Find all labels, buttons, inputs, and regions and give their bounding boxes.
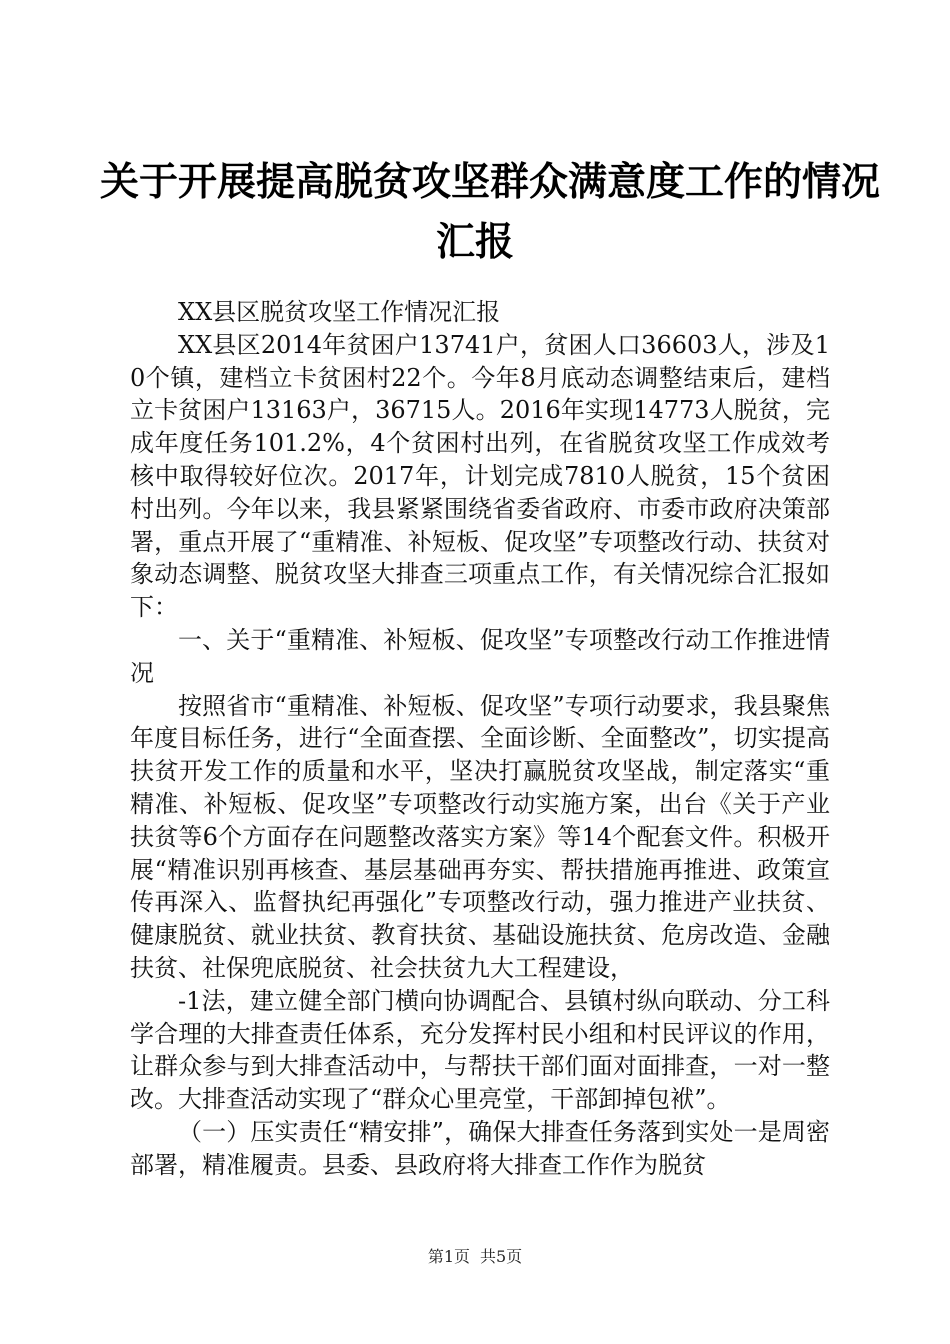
document-title-line-2: 汇报 xyxy=(435,219,514,265)
paragraph-investigation: -1法，建立健全部门横向协调配合、县镇村纵向联动、分工科学合理的大排查责任体系，充分发挥村民小组和村民评议的作用，让群众参与到大排查活动中，与帮扶干部们面对面排查，一对一整改。大排查活动实现了“群众心里亮堂，干部卸掉包袱”。 xyxy=(130,986,830,1114)
document-body xyxy=(130,296,830,1182)
page-number: 第1页 xyxy=(427,1247,470,1266)
document-title-line-1: 关于开展提高脱贫攻坚群众满意度工作的情况 xyxy=(100,159,881,205)
paragraph-responsibility: （一）压实责任“精安排”，确保大排查任务落到实处一是周密部署，精准履责。县委、县政府将大排查工作作为脱贫 xyxy=(130,1117,830,1179)
page-footer xyxy=(0,1247,950,1267)
paragraph-subtitle: XX县区脱贫攻坚工作情况汇报 xyxy=(178,298,501,326)
paragraph-overview: XX县区2014年贫困户13741户，贫困人口36603人，涉及10个镇，建档立卡贫困村22个。今年8月底动态调整结束后，建档立卡贫困户13163户，36715人。2016年实现14773人脱贫，完成年度任务101.2%，4个贫困村出列，在省脱贫攻坚工作成效考核中取得较好位次。2017年，计划完成7810人脱贫，15个贫困村出列。今年以来，我县紧紧围绕省委省政府、市委市政府决策部署，重点开展了“重精准、补短板、促攻坚”专项整改行动、扶贫对象动态调整、脱贫攻坚大排查三项重点工作，有关情况综合汇报如下： xyxy=(130,330,830,622)
page-total: 共5页 xyxy=(480,1247,523,1266)
paragraph-section-heading: 一、关于“重精准、补短板、促攻坚”专项整改行动工作推进情况 xyxy=(130,625,830,687)
paragraph-rectification: 按照省市“重精准、补短板、促攻坚”专项行动要求，我县聚焦年度目标任务，进行“全面查摆、全面诊断、全面整改”，切实提高扶贫开发工作的质量和水平，坚决打赢脱贫攻坚战，制定落实“重精准、补短板、促攻坚”专项整改行动实施方案，出台《关于产业扶贫等6个方面存在问题整改落实方案》等14个配套文件。积极开展“精准识别再核查、基层基础再夯实、帮扶措施再推进、政策宣传再深入、监督执纪再强化”专项整改行动，强力推进产业扶贫、健康脱贫、就业扶贫、教育扶贫、基础设施扶贫、危房改造、金融扶贫、社保兜底脱贫、社会扶贫九大工程建设， xyxy=(130,691,830,982)
